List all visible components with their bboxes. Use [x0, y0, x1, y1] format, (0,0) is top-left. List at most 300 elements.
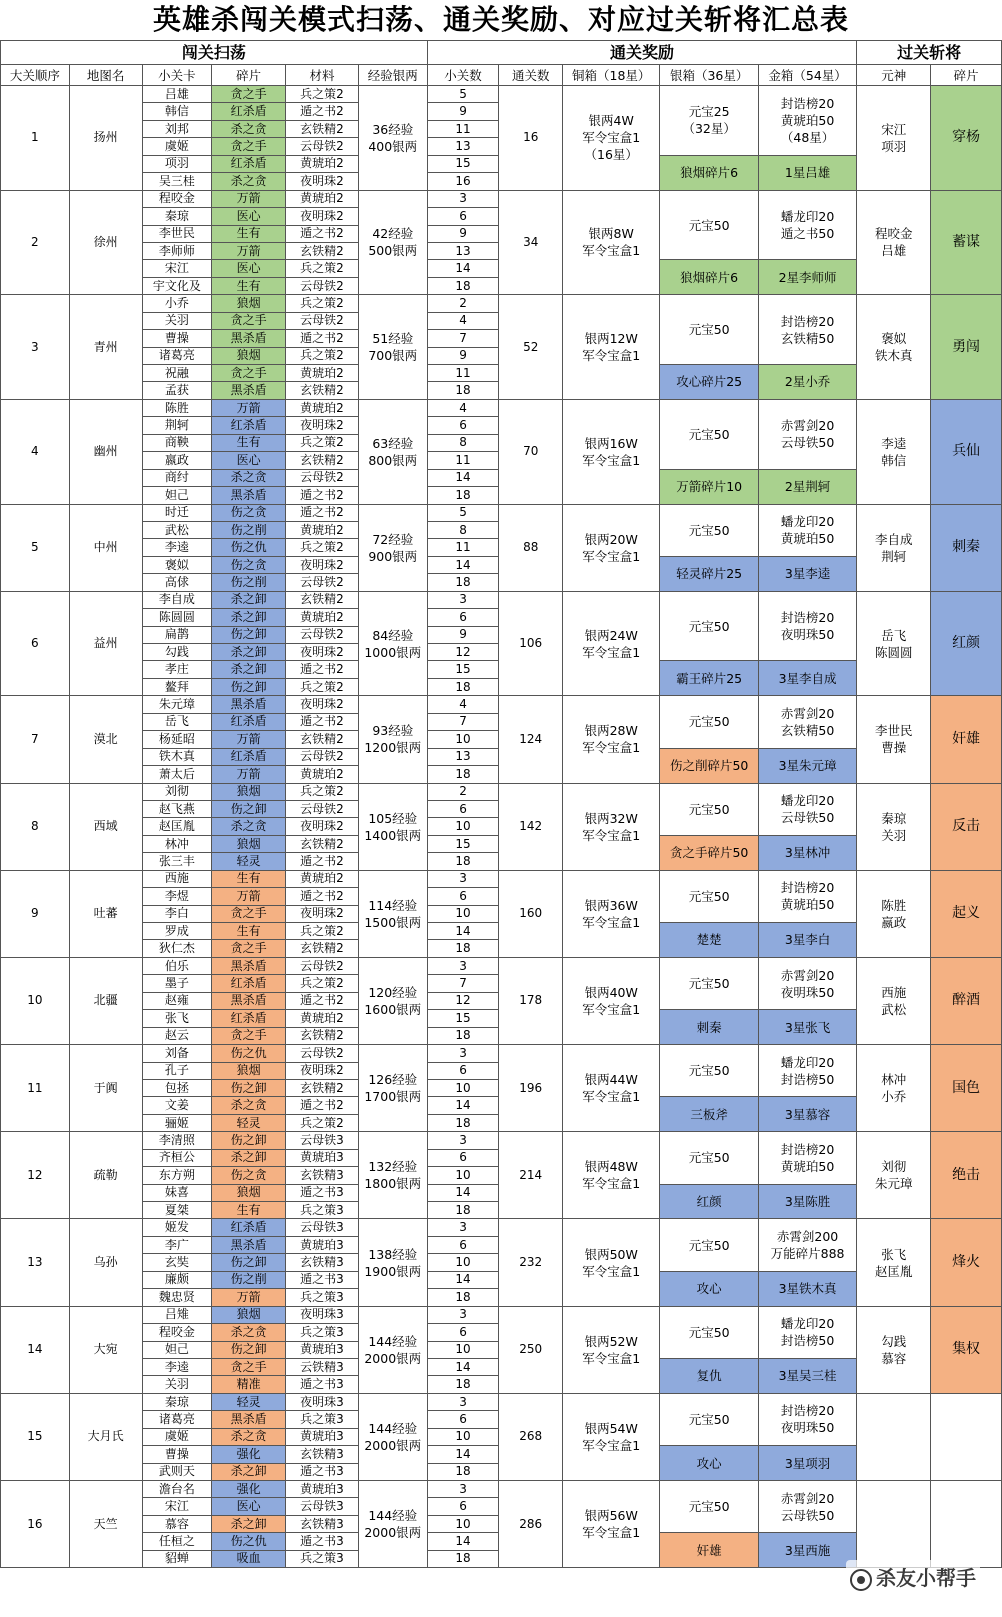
gold-box-bottom-reward: 3星西施 — [758, 1533, 856, 1568]
sub-stage-material: 云母铁2 — [286, 748, 359, 765]
sub-stage-count: 10 — [427, 1167, 499, 1184]
stage-clear-count: 286 — [499, 1481, 563, 1568]
stage-map-name: 西域 — [69, 783, 142, 870]
sub-stage-material: 遁之书2 — [286, 225, 359, 242]
sub-stage-fragment: 强化 — [212, 1481, 286, 1498]
sub-stage-count: 9 — [427, 103, 499, 120]
sub-stage-fragment: 贪之手 — [212, 940, 286, 957]
boss-spirit: 岳飞 陈圆圆 — [857, 591, 931, 696]
sub-stage-name: 廉颇 — [142, 1271, 212, 1288]
sub-stage-fragment: 狼烟 — [212, 1184, 286, 1201]
sub-stage-name: 杨延昭 — [142, 731, 212, 748]
sub-stage-name: 高俅 — [142, 574, 212, 591]
sub-stage-fragment: 红杀盾 — [212, 713, 286, 730]
stage-map-name: 天竺 — [69, 1481, 142, 1568]
sub-stage-name: 慕容 — [142, 1515, 212, 1532]
silver-box-top-reward: 元宝50 — [660, 957, 758, 1009]
table-row — [1, 1132, 1002, 1149]
sub-stage-fragment: 红杀盾 — [212, 103, 286, 120]
stage-order: 11 — [1, 1045, 70, 1132]
sub-stage-name: 东方朔 — [142, 1167, 212, 1184]
sub-stage-material: 云铁精3 — [286, 1358, 359, 1375]
sub-stage-fragment: 万箭 — [212, 888, 286, 905]
sub-stage-count: 5 — [427, 86, 499, 103]
stage-map-name: 青州 — [69, 295, 142, 400]
boss-spirit — [857, 1393, 931, 1480]
sub-stage-count: 10 — [427, 1254, 499, 1271]
sub-stage-material: 玄铁精3 — [286, 1515, 359, 1532]
silver-box-bottom-reward: 刺秦 — [660, 1010, 758, 1045]
sub-stage-material: 黄琥珀2 — [286, 190, 359, 207]
silver-box-top-reward: 元宝50 — [660, 1481, 758, 1533]
sub-stage-count: 14 — [427, 1184, 499, 1201]
sub-stage-name: 岳飞 — [142, 713, 212, 730]
sub-stage-name: 宋江 — [142, 260, 212, 277]
sub-stage-fragment: 伤之卸 — [212, 678, 286, 695]
sub-stage-name: 李世民 — [142, 225, 212, 242]
gold-box-bottom-reward: 3星吴三桂 — [758, 1358, 856, 1393]
stage-map-name: 扬州 — [69, 86, 142, 191]
sub-stage-fragment: 红杀盾 — [212, 1219, 286, 1236]
sub-stage-material: 云母铁2 — [286, 277, 359, 294]
sub-stage-material: 遁之书2 — [286, 713, 359, 730]
silver-box-top-reward: 元宝50 — [660, 399, 758, 469]
silver-box-top-reward: 元宝50 — [660, 1219, 758, 1271]
sub-stage-fragment: 伤之卸 — [212, 1254, 286, 1271]
sub-stage-material: 夜明珠2 — [286, 696, 359, 713]
sub-stage-count: 5 — [427, 504, 499, 521]
summary-table — [0, 40, 1002, 1568]
sub-stage-fragment: 黑杀盾 — [212, 487, 286, 504]
sub-stage-fragment: 轻灵 — [212, 1393, 286, 1410]
copper-box-reward: 银两24W 军令宝盒1 — [563, 591, 660, 696]
sub-stage-name: 荆轲 — [142, 417, 212, 434]
silver-box-top-reward: 元宝50 — [660, 1045, 758, 1097]
boss-fragment: 醉酒 — [931, 957, 1002, 1044]
sub-stage-fragment: 杀之贪 — [212, 173, 286, 190]
silver-box-top-reward: 元宝50 — [660, 504, 758, 556]
stage-order: 15 — [1, 1393, 70, 1480]
sub-stage-name: 时迁 — [142, 504, 212, 521]
sub-stage-count: 10 — [427, 1515, 499, 1532]
sub-stage-material: 遁之书2 — [286, 103, 359, 120]
sub-stage-material: 夜明珠2 — [286, 1062, 359, 1079]
sub-stage-name: 李白 — [142, 905, 212, 922]
boss-spirit: 陈胜 嬴政 — [857, 870, 931, 957]
page-title: 英雄杀闯关模式扫荡、通关奖励、对应过关斩将汇总表 — [152, 3, 849, 36]
boss-spirit: 李世民 曹操 — [857, 696, 931, 783]
sub-stage-fragment: 黑杀盾 — [212, 957, 286, 974]
sub-stage-name: 关羽 — [142, 312, 212, 329]
sub-stage-name: 秦琼 — [142, 208, 212, 225]
stage-clear-count: 70 — [499, 399, 563, 504]
sub-stage-name: 朱元璋 — [142, 696, 212, 713]
silver-box-top-reward: 元宝50 — [660, 1393, 758, 1445]
sub-stage-count: 11 — [427, 365, 499, 382]
stage-exp-silver: 120经验 1600银两 — [358, 957, 427, 1044]
stage-order: 16 — [1, 1481, 70, 1568]
table-row — [1, 696, 1002, 713]
sub-stage-name: 李逵 — [142, 539, 212, 556]
col-header-boss-fragment: 碎片 — [931, 65, 1002, 86]
sub-stage-count: 6 — [427, 888, 499, 905]
sub-stage-fragment: 杀之卸 — [212, 609, 286, 626]
sub-stage-material: 兵之策2 — [286, 1114, 359, 1131]
gold-box-top-reward: 封诰榜20 夜明珠50 — [758, 1393, 856, 1445]
table-row — [1, 870, 1002, 887]
sub-stage-material: 玄铁精3 — [286, 1446, 359, 1463]
stage-map-name: 北疆 — [69, 957, 142, 1044]
silver-box-bottom-reward: 轻灵碎片25 — [660, 556, 758, 591]
col-header-copper-box: 铜箱（18星） — [563, 65, 660, 86]
table-row — [1, 190, 1002, 207]
copper-box-reward: 银两48W 军令宝盒1 — [563, 1132, 660, 1219]
gold-box-top-reward: 赤霄剑20 夜明珠50 — [758, 957, 856, 1009]
sub-stage-material: 黄琥珀2 — [286, 1010, 359, 1027]
sub-stage-name: 狄仁杰 — [142, 940, 212, 957]
boss-fragment: 刺秦 — [931, 504, 1002, 591]
sub-stage-fragment: 医心 — [212, 452, 286, 469]
sub-stage-name: 宇文化及 — [142, 277, 212, 294]
sub-stage-name: 赵云 — [142, 1027, 212, 1044]
sub-stage-name: 虞姬 — [142, 138, 212, 155]
sub-stage-fragment: 生有 — [212, 1202, 286, 1219]
sub-stage-count: 15 — [427, 155, 499, 172]
sub-stage-name: 伯乐 — [142, 957, 212, 974]
table-row — [1, 957, 1002, 974]
col-header-fragment: 碎片 — [212, 65, 286, 86]
stage-exp-silver: 84经验 1000银两 — [358, 591, 427, 696]
sub-stage-count: 13 — [427, 138, 499, 155]
sub-stage-fragment: 生有 — [212, 225, 286, 242]
sub-stage-material: 兵之策2 — [286, 347, 359, 364]
sub-stage-count: 12 — [427, 992, 499, 1009]
gold-box-bottom-reward: 3星慕容 — [758, 1097, 856, 1132]
sub-stage-name: 武则天 — [142, 1463, 212, 1480]
sub-stage-count: 18 — [427, 1114, 499, 1131]
silver-box-top-reward: 元宝50 — [660, 870, 758, 922]
gold-box-top-reward: 蟠龙印20 遁之书50 — [758, 190, 856, 260]
sub-stage-fragment: 伤之削 — [212, 574, 286, 591]
boss-spirit: 程咬金 吕雄 — [857, 190, 931, 295]
copper-box-reward: 银两36W 军令宝盒1 — [563, 870, 660, 957]
sub-stage-fragment: 红杀盾 — [212, 748, 286, 765]
sub-stage-count: 14 — [427, 1097, 499, 1114]
sub-stage-name: 曹操 — [142, 330, 212, 347]
copper-box-reward: 银两40W 军令宝盒1 — [563, 957, 660, 1044]
sub-stage-name: 澹台名 — [142, 1481, 212, 1498]
sub-stage-count: 10 — [427, 905, 499, 922]
silver-box-bottom-reward: 攻心碎片25 — [660, 365, 758, 400]
sub-stage-name: 项羽 — [142, 155, 212, 172]
boss-fragment: 勇闯 — [931, 295, 1002, 400]
sub-stage-count: 18 — [427, 766, 499, 783]
stage-exp-silver: 63经验 800银两 — [358, 399, 427, 504]
silver-box-top-reward: 元宝50 — [660, 783, 758, 835]
stage-exp-silver: 144经验 2000银两 — [358, 1306, 427, 1393]
sub-stage-material: 云母铁3 — [286, 1498, 359, 1515]
sub-stage-material: 玄铁精2 — [286, 1027, 359, 1044]
sub-stage-count: 7 — [427, 975, 499, 992]
sub-stage-material: 黄琥珀3 — [286, 1341, 359, 1358]
gold-box-bottom-reward: 3星李逵 — [758, 556, 856, 591]
stage-order: 1 — [1, 86, 70, 191]
silver-box-bottom-reward: 攻心 — [660, 1271, 758, 1306]
sub-stage-material: 夜明珠2 — [286, 208, 359, 225]
sub-stage-count: 18 — [427, 1550, 499, 1567]
stage-map-name: 益州 — [69, 591, 142, 696]
sub-stage-fragment: 伤之卸 — [212, 800, 286, 817]
boss-spirit: 秦琼 关羽 — [857, 783, 931, 870]
table-row — [1, 1045, 1002, 1062]
silver-box-bottom-reward: 攻心 — [660, 1446, 758, 1481]
sub-stage-material: 玄铁精3 — [286, 1254, 359, 1271]
sub-stage-fragment: 贪之手 — [212, 1358, 286, 1375]
stage-order: 12 — [1, 1132, 70, 1219]
sub-stage-count: 18 — [427, 940, 499, 957]
sub-stage-fragment: 贪之手 — [212, 905, 286, 922]
group-header-reward: 通关奖励 — [427, 41, 857, 65]
stage-clear-count: 232 — [499, 1219, 563, 1306]
sub-stage-fragment: 红杀盾 — [212, 1010, 286, 1027]
sub-stage-fragment: 杀之贪 — [212, 1097, 286, 1114]
sub-stage-count: 10 — [427, 731, 499, 748]
sub-stage-material: 遁之书3 — [286, 1271, 359, 1288]
sub-stage-material: 兵之策2 — [286, 923, 359, 940]
sub-stage-material: 兵之策2 — [286, 975, 359, 992]
silver-box-top-reward: 元宝25 （32星） — [660, 86, 758, 156]
boss-fragment — [931, 1481, 1002, 1568]
sub-stage-count: 18 — [427, 1027, 499, 1044]
boss-fragment: 奸雄 — [931, 696, 1002, 783]
sub-stage-count: 3 — [427, 1393, 499, 1410]
gold-box-bottom-reward: 3星铁木真 — [758, 1271, 856, 1306]
sub-stage-count: 10 — [427, 1341, 499, 1358]
sub-stage-name: 李师师 — [142, 242, 212, 259]
sub-stage-material: 遁之书3 — [286, 1463, 359, 1480]
sub-stage-material: 兵之策3 — [286, 1324, 359, 1341]
sub-stage-fragment: 贪之手 — [212, 86, 286, 103]
sub-stage-material: 玄铁精2 — [286, 731, 359, 748]
copper-box-reward: 银两28W 军令宝盒1 — [563, 696, 660, 783]
col-header-map: 地图名 — [69, 65, 142, 86]
sub-stage-count: 6 — [427, 1498, 499, 1515]
gold-box-bottom-reward: 3星林冲 — [758, 835, 856, 870]
sub-stage-material: 兵之策2 — [286, 678, 359, 695]
sub-stage-name: 萧太后 — [142, 766, 212, 783]
stage-map-name: 漠北 — [69, 696, 142, 783]
sub-stage-count: 14 — [427, 1533, 499, 1550]
boss-fragment: 国色 — [931, 1045, 1002, 1132]
sub-stage-material: 云母铁2 — [286, 1045, 359, 1062]
silver-box-bottom-reward: 狼烟碎片6 — [660, 155, 758, 190]
sub-stage-count: 8 — [427, 434, 499, 451]
stage-exp-silver: 72经验 900银两 — [358, 504, 427, 591]
sub-stage-fragment: 万箭 — [212, 766, 286, 783]
sub-stage-fragment: 伤之削 — [212, 521, 286, 538]
sub-stage-material: 遁之书2 — [286, 330, 359, 347]
stage-map-name: 大宛 — [69, 1306, 142, 1393]
stage-clear-count: 106 — [499, 591, 563, 696]
sub-stage-material: 兵之策2 — [286, 783, 359, 800]
sub-stage-count: 6 — [427, 208, 499, 225]
sub-stage-name: 曹操 — [142, 1446, 212, 1463]
sub-stage-material: 兵之策2 — [286, 434, 359, 451]
sub-stage-count: 11 — [427, 539, 499, 556]
sub-stage-material: 兵之策2 — [286, 86, 359, 103]
copper-box-reward: 银两32W 军令宝盒1 — [563, 783, 660, 870]
sub-stage-name: 妲己 — [142, 487, 212, 504]
gold-box-bottom-reward: 3星张飞 — [758, 1010, 856, 1045]
col-header-spirit: 元神 — [857, 65, 931, 86]
sub-stage-count: 6 — [427, 609, 499, 626]
sub-stage-name: 刘彻 — [142, 783, 212, 800]
stage-map-name: 乌孙 — [69, 1219, 142, 1306]
silver-box-bottom-reward: 红颜 — [660, 1184, 758, 1219]
sub-stage-name: 程咬金 — [142, 1324, 212, 1341]
sub-stage-material: 遁之书3 — [286, 1184, 359, 1201]
stage-exp-silver: 114经验 1500银两 — [358, 870, 427, 957]
stage-exp-silver: 42经验 500银两 — [358, 190, 427, 295]
sub-stage-fragment: 万箭 — [212, 399, 286, 416]
sub-stage-count: 4 — [427, 312, 499, 329]
silver-box-top-reward: 元宝50 — [660, 1306, 758, 1358]
sub-stage-material: 玄铁精2 — [286, 452, 359, 469]
stage-order: 6 — [1, 591, 70, 696]
sub-stage-name: 李广 — [142, 1236, 212, 1253]
sub-stage-fragment: 杀之卸 — [212, 644, 286, 661]
sub-stage-fragment: 杀之卸 — [212, 661, 286, 678]
sub-stage-name: 诸葛亮 — [142, 1411, 212, 1428]
sub-stage-name: 文姜 — [142, 1097, 212, 1114]
gold-box-top-reward: 蟠龙印20 黄琥珀50 — [758, 504, 856, 556]
sub-stage-fragment: 狼烟 — [212, 1306, 286, 1323]
copper-box-reward: 银两50W 军令宝盒1 — [563, 1219, 660, 1306]
sub-stage-fragment: 杀之贪 — [212, 1428, 286, 1445]
stage-order: 5 — [1, 504, 70, 591]
sub-stage-fragment: 伤之卸 — [212, 626, 286, 643]
sub-stage-material: 黄琥珀2 — [286, 365, 359, 382]
sub-stage-material: 遁之书2 — [286, 992, 359, 1009]
sub-stage-name: 李逵 — [142, 1358, 212, 1375]
group-header-sweep: 闯关扫荡 — [1, 41, 428, 65]
stage-clear-count: 196 — [499, 1045, 563, 1132]
sub-stage-fragment: 生有 — [212, 277, 286, 294]
sub-stage-material: 黄琥珀2 — [286, 766, 359, 783]
boss-spirit: 褒姒 铁木真 — [857, 295, 931, 400]
boss-fragment — [931, 1393, 1002, 1480]
wechat-logo-icon — [850, 1569, 872, 1591]
sub-stage-count: 2 — [427, 783, 499, 800]
sub-stage-material: 夜明珠3 — [286, 1393, 359, 1410]
group-header-boss: 过关斩将 — [857, 41, 1002, 65]
sub-stage-count: 14 — [427, 1271, 499, 1288]
gold-box-top-reward: 蟠龙印20 封诰榜50 — [758, 1306, 856, 1358]
gold-box-bottom-reward: 3星陈胜 — [758, 1184, 856, 1219]
sub-stage-material: 云母铁2 — [286, 312, 359, 329]
stage-clear-count: 250 — [499, 1306, 563, 1393]
stage-clear-count: 214 — [499, 1132, 563, 1219]
sub-stage-material: 遁之书2 — [286, 661, 359, 678]
sub-stage-name: 刘邦 — [142, 120, 212, 137]
sub-stage-fragment: 伤之卸 — [212, 1079, 286, 1096]
gold-box-bottom-reward: 2星李师师 — [758, 260, 856, 295]
sub-stage-fragment: 狼烟 — [212, 347, 286, 364]
silver-box-top-reward: 元宝50 — [660, 295, 758, 365]
sub-stage-name: 赵匡胤 — [142, 818, 212, 835]
sub-stage-name: 赵飞燕 — [142, 800, 212, 817]
sub-stage-name: 林冲 — [142, 835, 212, 852]
copper-box-reward: 银两12W 军令宝盒1 — [563, 295, 660, 400]
sub-stage-name: 任桓之 — [142, 1533, 212, 1550]
sub-stage-count: 6 — [427, 1149, 499, 1166]
sub-stage-fragment: 生有 — [212, 870, 286, 887]
sub-stage-count: 3 — [427, 1481, 499, 1498]
stage-map-name: 中州 — [69, 504, 142, 591]
sub-stage-material: 遁之书2 — [286, 1097, 359, 1114]
stage-clear-count: 16 — [499, 86, 563, 191]
sub-stage-count: 14 — [427, 260, 499, 277]
sub-stage-name: 陈圆圆 — [142, 609, 212, 626]
sub-stage-fragment: 万箭 — [212, 242, 286, 259]
gold-box-top-reward: 赤霄剑200 万能碎片888 — [758, 1219, 856, 1271]
copper-box-reward: 银两20W 军令宝盒1 — [563, 504, 660, 591]
sub-stage-count: 3 — [427, 190, 499, 207]
watermark-text: 杀友小帮手 — [876, 1566, 976, 1590]
sub-stage-name: 孔子 — [142, 1062, 212, 1079]
sub-stage-fragment: 轻灵 — [212, 853, 286, 870]
silver-box-bottom-reward: 伤之削碎片50 — [660, 748, 758, 783]
sub-stage-name: 孝庄 — [142, 661, 212, 678]
sub-stage-name: 齐桓公 — [142, 1149, 212, 1166]
sub-stage-material: 遁之书2 — [286, 487, 359, 504]
sub-stage-count: 15 — [427, 1010, 499, 1027]
boss-spirit: 张飞 赵匡胤 — [857, 1219, 931, 1306]
gold-box-top-reward: 封诰榜20 夜明珠50 — [758, 591, 856, 661]
sub-stage-material: 云母铁2 — [286, 469, 359, 486]
boss-fragment: 蓄谋 — [931, 190, 1002, 295]
sub-stage-name: 商纣 — [142, 469, 212, 486]
sub-stage-count: 14 — [427, 923, 499, 940]
sub-stage-fragment: 伤之仇 — [212, 1533, 286, 1550]
sub-stage-count: 4 — [427, 399, 499, 416]
gold-box-top-reward: 赤霄剑20 玄铁精50 — [758, 696, 856, 748]
sub-stage-name: 貂蝉 — [142, 1550, 212, 1567]
silver-box-bottom-reward: 奸雄 — [660, 1533, 758, 1568]
sub-stage-count: 14 — [427, 469, 499, 486]
boss-fragment: 绝击 — [931, 1132, 1002, 1219]
sub-stage-fragment: 伤之贪 — [212, 504, 286, 521]
gold-box-bottom-reward: 3星项羽 — [758, 1446, 856, 1481]
gold-box-top-reward: 封诰榜20 黄琥珀50 — [758, 870, 856, 922]
sub-stage-name: 韩信 — [142, 103, 212, 120]
stage-clear-count: 88 — [499, 504, 563, 591]
sub-stage-name: 墨子 — [142, 975, 212, 992]
sub-stage-name: 诸葛亮 — [142, 347, 212, 364]
sub-stage-material: 云母铁2 — [286, 957, 359, 974]
sub-stage-name: 勾践 — [142, 644, 212, 661]
stage-map-name: 徐州 — [69, 190, 142, 295]
sub-stage-fragment: 杀之卸 — [212, 1463, 286, 1480]
copper-box-reward: 银两56W 军令宝盒1 — [563, 1481, 660, 1568]
boss-fragment: 集权 — [931, 1306, 1002, 1393]
sub-stage-material: 夜明珠2 — [286, 818, 359, 835]
sub-stage-material: 黄琥珀2 — [286, 155, 359, 172]
sub-stage-fragment: 轻灵 — [212, 1114, 286, 1131]
sub-stage-fragment: 伤之贪 — [212, 556, 286, 573]
sub-stage-material: 玄铁精2 — [286, 940, 359, 957]
sub-stage-material: 云母铁3 — [286, 1132, 359, 1149]
